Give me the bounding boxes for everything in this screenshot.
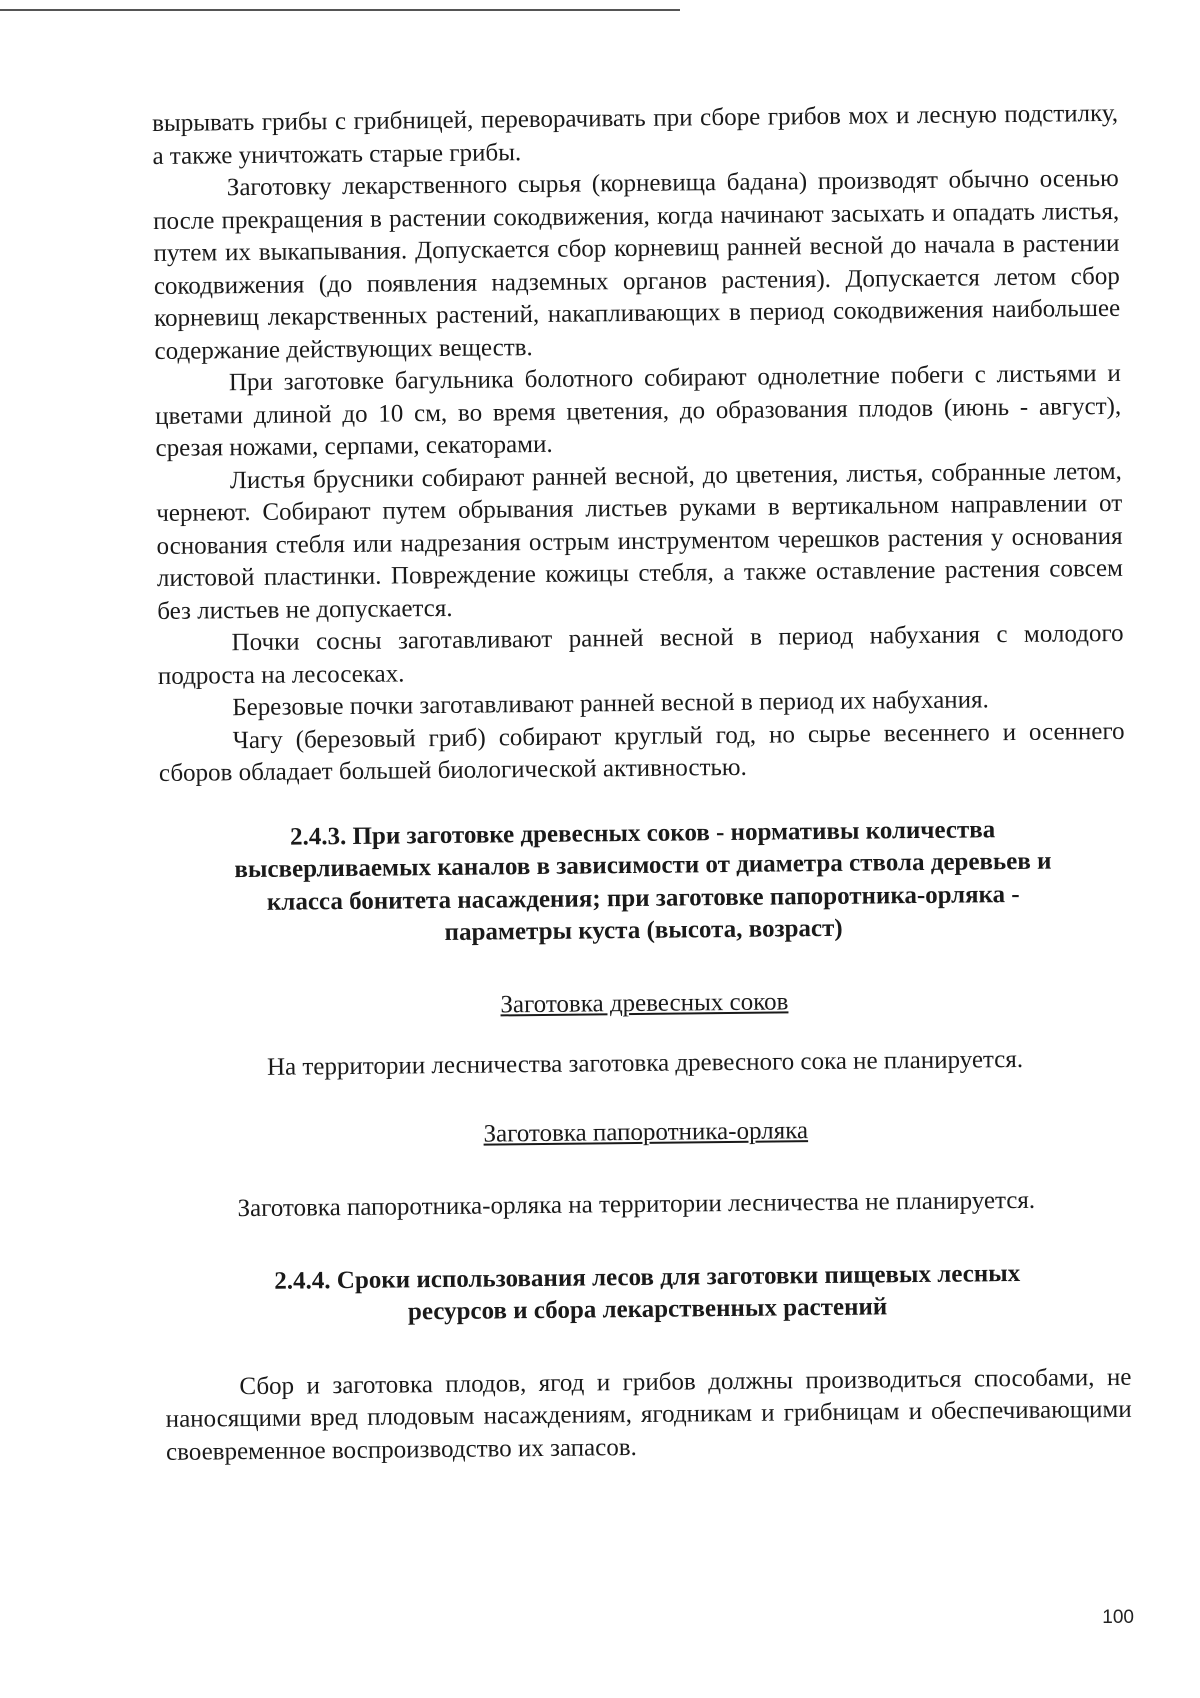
scan-top-rule [0,9,680,11]
subheading-fern: Заготовка папоротника-орляка [483,1116,809,1148]
page-number: 100 [1102,1607,1134,1628]
subheading-sap: Заготовка древесных соков [500,987,789,1018]
paragraph-lingonberry-leaves: Листья брусники собирают ранней весной, до цветения, листья, собранные летом, чернеют. Собирают путем обрывания листьев руками в вертикальном направлении от основания стебля или надрезания острым инструментом черешков растения у основания листовой пластинки. Повреждение кожицы стебля, а также оставление растения совсем без листьев не допускается. [156,457,1124,625]
document-page [152,98,1132,1469]
section-heading-2-4-3: 2.4.3. При заготовке древесных соков - нормативы количества высверливаемых каналов в зависимости от диаметра ствола деревьев и класса бонитета насаждения; при заготовке папоротника-орляка - параметры куста (высота, возраст) [234,815,1052,946]
paragraph-mushrooms-continuation: вырывать грибы с грибницей, переворачивать при сборе грибов мох и лесную подстилку, а также уничтожать старые грибы. [152,99,1119,170]
paragraph-harvest-methods: Сбор и заготовка плодов, ягод и грибов должны производиться способами, не наносящими вред плодовым насаждениям, ягодникам и грибницам и обеспечивающими своевременное воспроизводство их запасов. [165,1363,1132,1466]
paragraph-ledum: При заготовке багульника болотного собирают однолетние побеги с листьями и цветами длиной до 10 см, во время цветения, до образования плодов (июнь - август), срезая ножами, серпами, секаторами. [155,359,1122,462]
fern-statement: Заготовка папоротника-орляка на территории лесничества не планируется. [237,1186,1036,1223]
paragraph-badan-rhizomes: Заготовку лекарственного сырья (корневища бадана) производят обычно осенью после прекращения в растении сокодвижения, когда начинают засыхать и опадать листья, путем их выкапывания. Допускается сбор корневищ ранней весной до начала в растении сокодвижения (до появления надземных органов растения). Допускается летом сбор корневищ лекарственных растений, накапливающих в период сокодвижения наибольшее содержание действующих веществ. [153,164,1121,365]
paragraph-pine-buds: Почки сосны заготавливают ранней весной в период набухания с молодого подроста на лесосеках. [157,619,1124,690]
sap-statement: На территории лесничества заготовка древесного сока не планируется. [266,1045,1024,1081]
section-heading-2-4-4: 2.4.4. Сроки использования лесов для заготовки пищевых лесных ресурсов и сбора лекарственных растений [274,1259,1021,1326]
paragraph-chaga: Чагу (березовый гриб) собирают круглый год, но сырье весеннего и осеннего сборов обладает большей биологической активностью. [158,717,1125,787]
paragraph-birch-buds: Березовые почки заготавливают ранней весной в период их набухания. [232,686,989,722]
